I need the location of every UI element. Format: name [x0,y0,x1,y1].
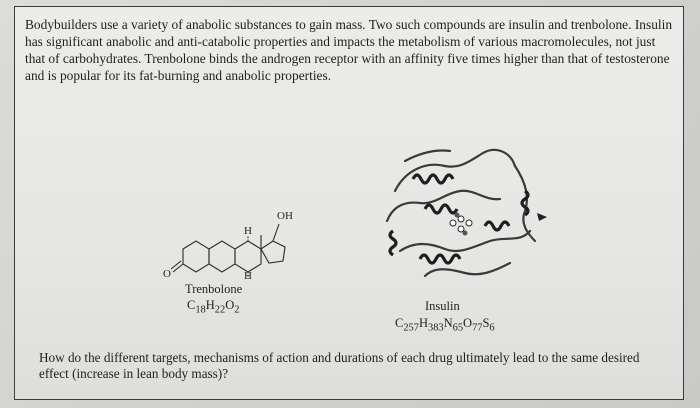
insulin-structure [365,131,555,301]
oh-label: OH [277,210,293,222]
trenbolone-formula: $C_{18}H_{22}O_2$ [187,298,240,316]
intro-paragraph: Bodybuilders use a variety of anabolic substances to gain mass. Two such compounds are insulin and trenbolone. Insulin has significant anabolic and anti-catabolic properties and impacts the metabolism of various macromolecules, not just that of carbohydrates. Trenbolone binds the androgen receptor with an affinity five times higher than that of testosterone and is popular for its fat-burning and anabolic properties. [25,17,673,83]
insulin-formula: $C_{257}H_{383}N_{65}O_{77}S_6$ [395,316,495,334]
question-card [14,6,684,400]
figure-area [15,117,683,347]
insulin-name: Insulin [425,299,460,313]
trenbolone-structure [163,179,313,279]
question-paragraph: How do the different targets, mechanisms of action and durations of each drug ultimately lead to the same desired effect (increase in lean body mass)? [39,350,640,381]
h-label-top: H [244,225,252,237]
h-label-bottom: H [244,270,252,279]
o-label: O [163,268,171,279]
trenbolone-name: Trenbolone [185,282,243,296]
